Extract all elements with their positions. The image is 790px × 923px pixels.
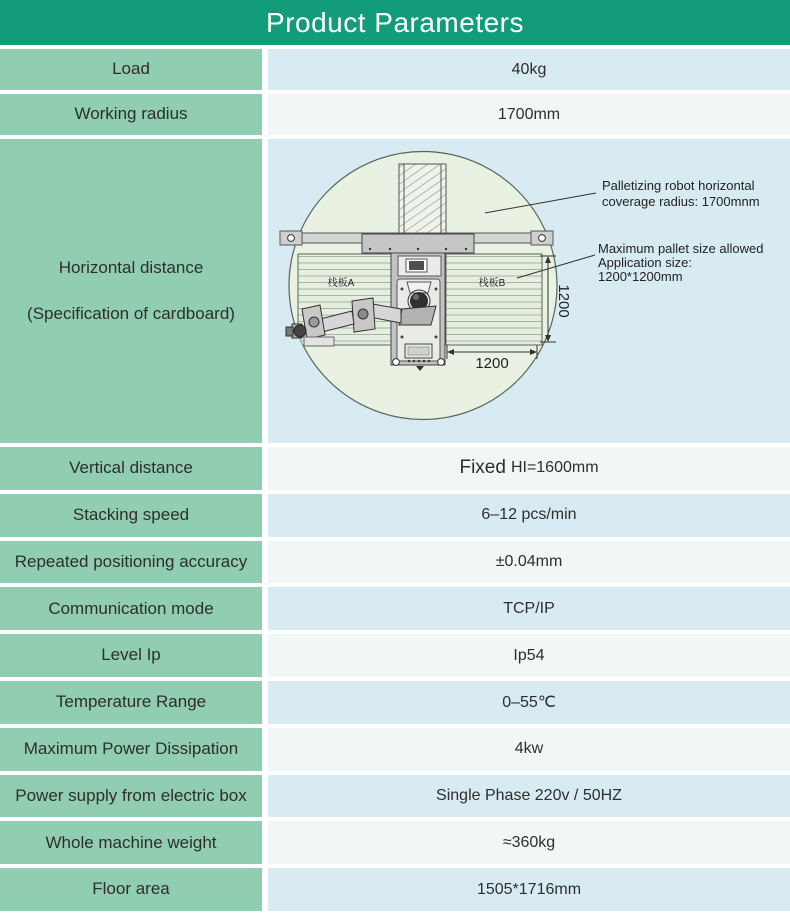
conveyor [399,164,446,234]
parameter-value: ≈360kg [502,833,556,851]
parameter-name-cell [0,49,262,90]
parameter-value-cell [268,447,790,490]
parameter-label: Whole machine weight [45,832,217,852]
parameter-value-cell [268,775,790,818]
mount-plate [362,234,474,253]
parameter-value-cell [268,541,790,584]
parameter-value: Ip54 [513,646,545,664]
parameter-value: ±0.04mm [495,552,563,570]
page-title: Product Parameters [266,6,524,38]
annotation-pallet-size: Maximum pallet size allowed Application size: 1200*1200mm [598,241,764,284]
parameter-name-cell [0,541,262,584]
parameter-value: 6–12 pcs/min [481,506,577,524]
parameter-value: Fixed [459,457,506,479]
parameter-label: Working radius [74,104,188,124]
table-row [0,541,790,584]
parameter-label: Level Ip [101,645,161,665]
pallet-b [446,254,542,345]
dimension-vertical-label: 1200 [555,284,572,318]
parameter-name-cell [0,728,262,771]
palletizing-robot-diagram [268,139,790,443]
parameter-label: (Specification of cardboard) [27,304,235,323]
parameter-label: Stacking speed [72,505,190,524]
parameter-label: Floor area [92,879,170,899]
parameter-label: Vertical distance [69,458,193,478]
parameter-name-cell [0,681,262,724]
parameter-name-cell [0,587,262,630]
parameter-label: Horizontal distance [58,257,204,277]
table-row [0,868,790,911]
shoulder [399,306,436,325]
dimension-horizontal-label: 1200 [475,355,509,372]
parameter-name-cell [0,775,262,818]
parameter-label: Temperature Range [55,692,207,712]
parameter-name-cell [0,868,262,911]
parameter-value: 1505*1716mm [476,880,582,898]
parameter-label: Power supply from electric box [15,785,247,805]
table-row [0,634,790,677]
parameter-label: Load [112,59,150,79]
table-row [0,94,790,135]
table-row [0,821,790,864]
parameter-name-cell [0,821,262,864]
parameter-value-cell [268,587,790,630]
page-title-bar [0,0,790,45]
parameter-value-cell [268,868,790,911]
pallet-a-label: 栈板A [327,278,355,289]
table-row [0,587,790,630]
parameter-name-cell [0,447,262,490]
parameter-value-cell [268,681,790,724]
parameter-label: Repeated positioning accuracy [14,551,248,571]
table-row [0,775,790,818]
parameter-name-cell [0,634,262,677]
parameter-value-cell [268,139,790,443]
parameter-value: 4kw [514,740,544,758]
table-row [0,494,790,537]
parameter-value-cell [268,728,790,771]
parameter-value-cell [268,49,790,90]
parameter-value: 40kg [511,60,547,78]
parameter-value-cell [268,94,790,135]
parameter-value: 0–55℃ [502,694,556,712]
table-row [0,139,790,443]
parameter-label: Maximum Power Dissipation [23,738,239,758]
table-row [0,447,790,490]
parameter-label: Communication mode [48,598,214,618]
parameter-name-cell [0,94,262,135]
parameter-name-cell [0,494,262,537]
parameter-name-cell [0,139,262,443]
parameters-table [0,49,790,911]
parameter-value-cell [268,494,790,537]
parameter-value-cell [268,634,790,677]
table-row [0,49,790,90]
parameter-value: TCP/IP [503,599,555,617]
parameter-value: HI=1600mm [510,459,599,477]
annotation-coverage: Palletizing robot horizontal coverage radius: 1700mnm [602,178,760,209]
table-row [0,681,790,724]
parameter-value: Single Phase 220v / 50HZ [436,786,622,804]
pallet-b-label: 栈板B [478,278,506,289]
table-row [0,728,790,771]
parameter-value-cell [268,821,790,864]
parameter-value: 1700mm [497,105,561,123]
